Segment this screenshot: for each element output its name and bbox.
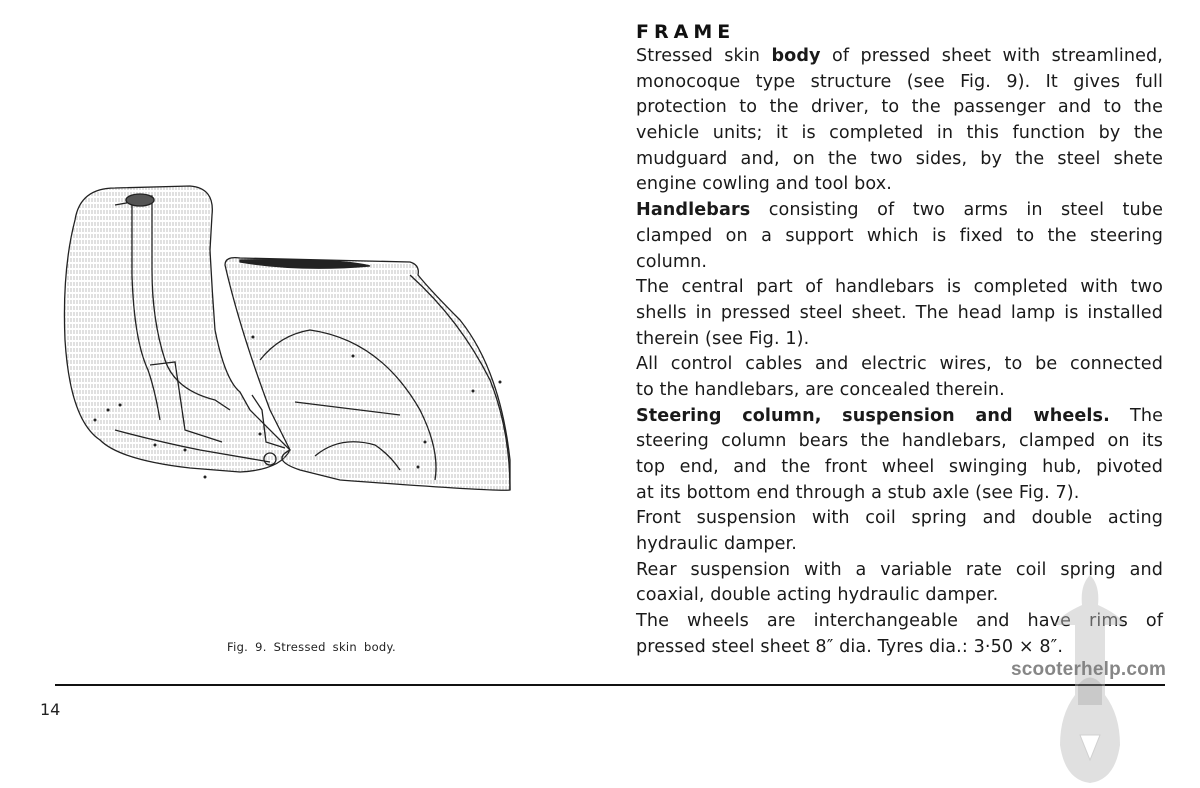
text-run: of pressed sheet with streamlined,	[820, 46, 1163, 66]
text-line	[636, 95, 1163, 121]
text-run: Stressed skin	[636, 46, 772, 66]
text-run: engine cowling and tool box.	[636, 174, 892, 195]
text-line	[636, 352, 1163, 378]
figure-caption: Fig. 9. Stressed skin body.	[227, 640, 396, 654]
page-divider	[55, 684, 1165, 686]
bold-term: body	[771, 46, 821, 66]
text-run: All control cables and electric wires, to be connected	[636, 354, 1163, 375]
text-line	[636, 275, 1163, 301]
text-line	[636, 147, 1163, 173]
text-run: at its bottom end through a stub axle (see Fig. 7).	[636, 482, 1080, 503]
text-line	[636, 558, 1163, 584]
text-run: coaxial, double acting hydraulic damper.	[636, 585, 999, 606]
text-line	[636, 198, 1163, 224]
watermark-text: scooterhelp.com	[1011, 659, 1167, 680]
text-line	[636, 404, 1163, 430]
text-line	[636, 327, 1163, 353]
text-line	[636, 70, 1163, 96]
text-run: vehicle units; it is completed in this function by the	[636, 123, 1163, 144]
text-run: clamped on a support which is fixed to the steering	[636, 225, 1163, 246]
text-run: top end, and the front wheel swinging hub, pivoted	[636, 457, 1163, 477]
figure-stressed-skin-body	[40, 180, 600, 500]
text-run: hydraulic damper.	[636, 534, 797, 555]
text-run: pressed steel sheet 8″ dia. Tyres dia.: 3·50 × 8″.	[636, 636, 1064, 657]
text-line	[636, 224, 1163, 250]
text-line	[636, 455, 1163, 481]
text-line	[636, 609, 1163, 635]
scooter-body-illustration-icon	[40, 180, 600, 500]
bold-term: Steering column, suspension and wheels.	[636, 405, 1110, 426]
text-run: protection to the driver, to the passenger and to the	[636, 97, 1163, 118]
frame-section	[636, 20, 1163, 661]
text-line	[636, 481, 1163, 507]
text-run: to the handlebars, are concealed therein.	[636, 379, 1005, 400]
text-line	[636, 44, 1163, 70]
text-line	[636, 583, 1163, 609]
text-run: The central part of handlebars is completed with two	[636, 277, 1163, 298]
text-line	[636, 121, 1163, 147]
section-heading: FRAME	[636, 21, 736, 43]
text-run: consisting of two arms in steel tube	[750, 200, 1163, 221]
text-run: therein (see Fig. 1).	[636, 328, 810, 349]
text-run: Rear suspension with a variable rate coil spring and	[636, 559, 1163, 580]
text-run: shells in pressed steel sheet. The head lamp is installed	[636, 302, 1163, 323]
text-run: steering column bears the handlebars, clamped on its	[636, 431, 1163, 452]
text-line	[636, 378, 1163, 404]
text-run: column.	[636, 251, 708, 272]
text-run: The	[1109, 405, 1163, 426]
text-run: mudguard and, on the two sides, by the steel shete	[636, 148, 1163, 169]
text-line	[636, 301, 1163, 327]
text-line	[636, 250, 1163, 276]
page-number: 14	[40, 700, 61, 719]
bold-term: Handlebars	[636, 200, 751, 221]
text-run: monocoque type structure (see Fig. 9). It gives full	[636, 71, 1163, 92]
text-line	[636, 506, 1163, 532]
text-run: Front suspension with coil spring and double acting	[636, 508, 1163, 529]
text-run: The wheels are interchangeable and have rims of	[636, 611, 1163, 632]
text-line	[636, 532, 1163, 558]
text-line	[636, 635, 1163, 661]
text-line	[636, 172, 1163, 198]
section-body	[636, 44, 1163, 661]
text-line	[636, 429, 1163, 455]
